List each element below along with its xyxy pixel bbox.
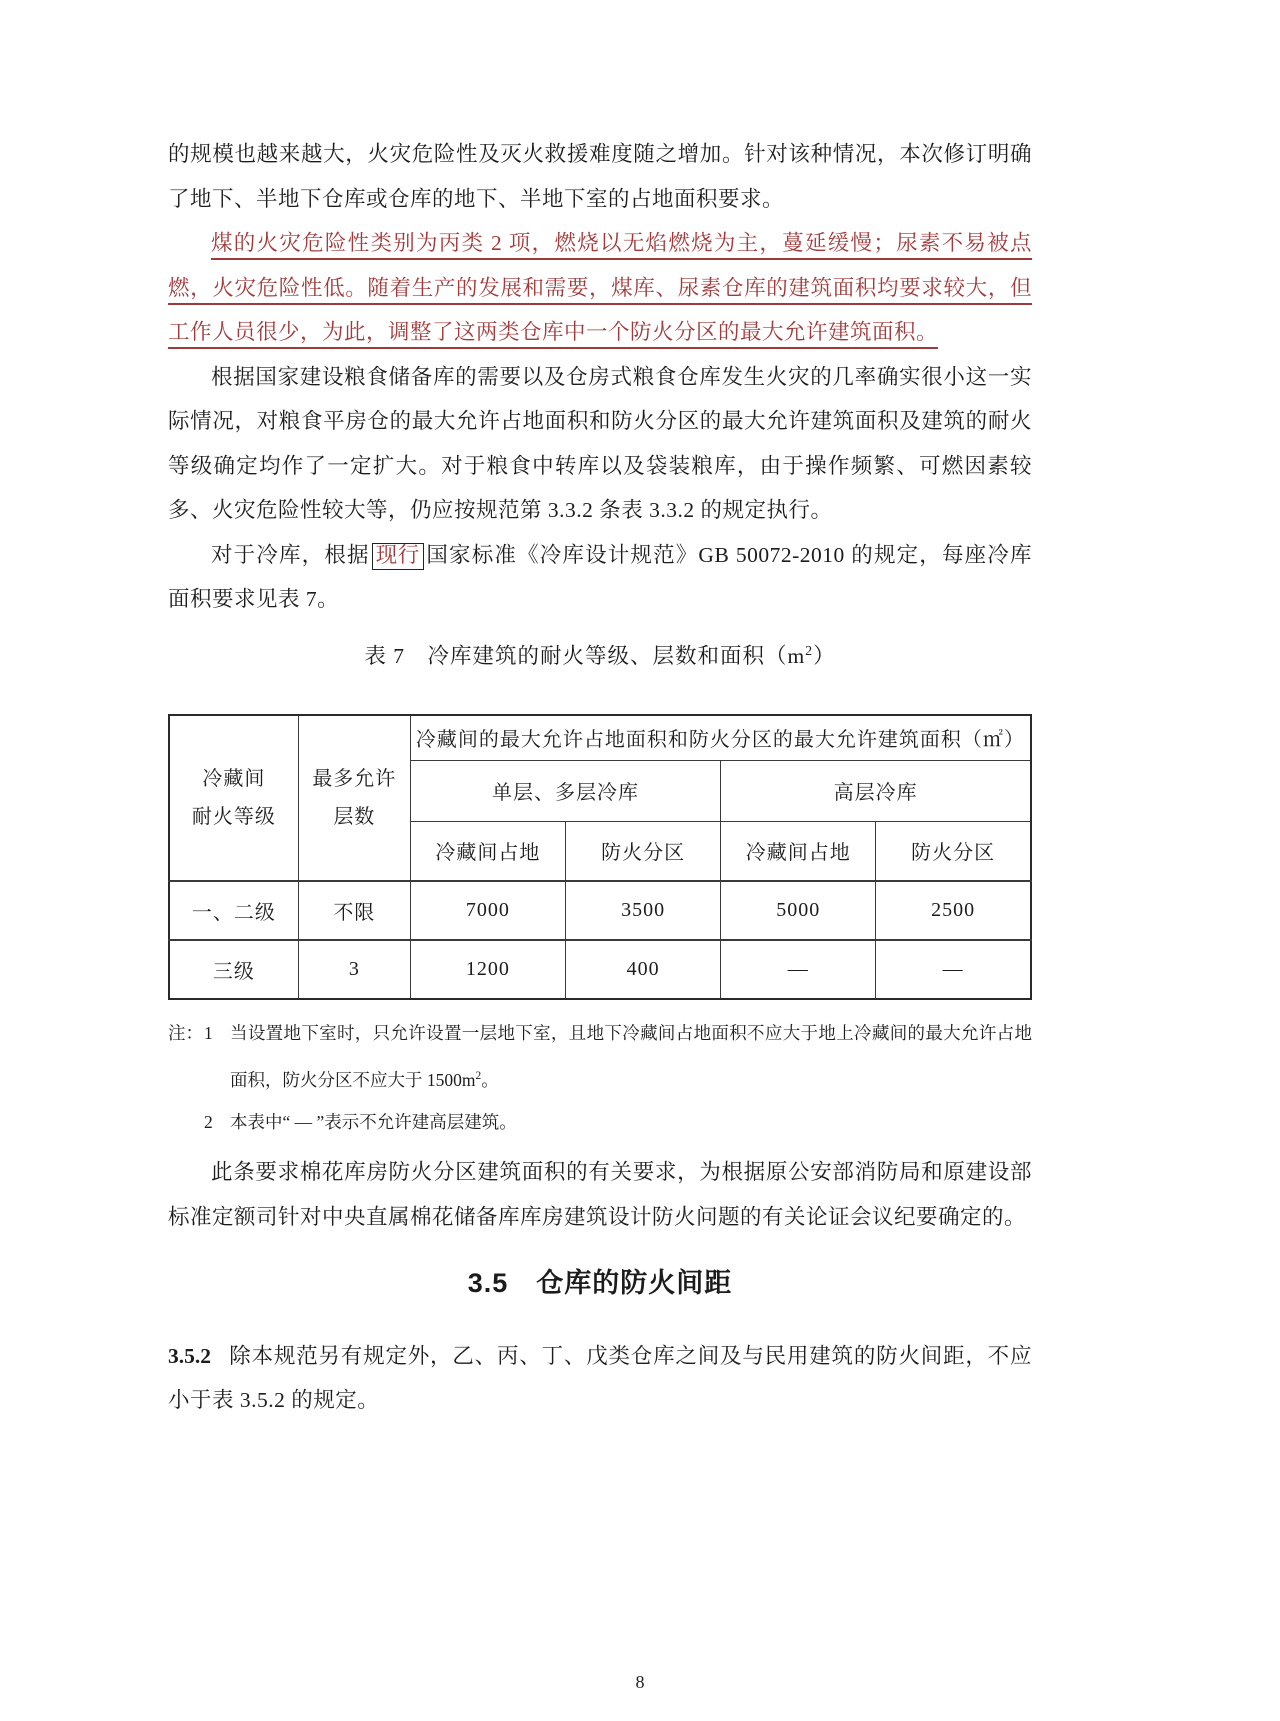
cell-value: 7000 [410,881,565,940]
header-fire-resistance-grade [169,715,298,881]
header-max-storeys-line1: 最多允许 [312,767,397,790]
note-1-text-main: 当设置地下室时，只允许设置一层地下室，且地下冷藏间占地面积不应大于地上冷藏间的最大允许占地面积，防火分区不应大于 1500m [230,1022,1032,1090]
header-footprint-1: 冷藏间占地 [410,821,565,881]
header-max-storeys [298,715,410,881]
cell-value: — [876,940,1031,999]
table-7-cold-storage [168,714,1032,1000]
page-number: 8 [635,1672,645,1692]
cell-storeys: 3 [298,940,410,999]
table-7-title-close: ） [813,643,836,668]
cold-storage-text-before: 对于冷库，根据 [211,542,370,567]
header-high-rise: 高层冷库 [721,760,1031,821]
boxed-term-xianxing: 现行 [372,543,424,571]
cell-value: 1200 [410,940,565,999]
clause-text: 除本规范另有规定外，乙、丙、丁、戊类仓库之间及与民用建筑的防火间距，不应小于表 3.5.2 的规定。 [168,1343,1032,1413]
table-7-title-text: 表 7 冷库建筑的耐火等级、层数和面积（m [364,643,806,668]
paragraph-continuation: 的规模也越来越大，火灾危险性及灭火救援难度随之增加。针对该种情况，本次修订明确了地下、半地下仓库或仓库的地下、半地下室的占地面积要求。 [168,142,1032,211]
paragraph-grain-warehouse: 根据国家建设粮食储备库的需要以及仓房式粮食仓库发生火灾的几率确实很小这一实际情况，对粮食平房仓的最大允许占地面积和防火分区的最大允许建筑面积及建筑的耐火等级确定均作了一定扩大。对于粮食中转库以及袋装粮库，由于操作频繁、可燃因素较多、火灾危险性较大等，仍应按规范第 3.3.2 条表 3.3.2 的规定执行。 [168,364,1032,522]
header-fire-resistance-grade-line1: 冷藏间 [202,767,266,790]
cell-grade: 三级 [169,940,298,999]
clause-3-5-2 [168,1334,1032,1423]
paragraph-cotton-warehouse: 此条要求棉花库房防火分区建筑面积的有关要求，为根据原公安部消防局和原建设部标准定额司针对中央直属棉花储备库库房建筑设计防火问题的有关论证会议纪要确定的。 [168,1160,1032,1229]
header-area-span: 冷藏间的最大允许占地面积和防火分区的最大允许建筑面积（㎡） [410,715,1031,761]
cold-storage-text-after: 国家标准《冷库设计规范》GB 50072-2010 的规定，每座冷库面积要求见表 7。 [168,542,1032,611]
table-note-1 [168,1012,1032,1102]
note-1-text [230,1012,1032,1102]
note-2-text: 本表中“ — ”表示不允许建高层建筑。 [230,1112,517,1133]
cell-value: — [721,940,876,999]
table-header-row-1 [169,715,1031,761]
clause-number: 3.5.2 [168,1343,211,1368]
cell-storeys: 不限 [298,881,410,940]
table-note-2 [168,1101,1032,1144]
header-fire-compartment-1: 防火分区 [566,821,721,881]
note-1-text-end: 。 [481,1069,499,1090]
table-7-title-superscript: 2 [805,643,814,659]
paragraph-cold-storage [168,533,1032,622]
paragraph-revision-note-red: 煤的火灾危险性类别为丙类 2 项，燃烧以无焰燃烧为主，蔓延缓慢；尿素不易被点燃，火灾危险性低。随着生产的发展和需要，煤库、尿素仓库的建筑面积均要求较大，但工作人员很少，为此，调整了这两类仓库中一个防火分区的最大允许建筑面积。 [168,231,1032,344]
cell-value: 2500 [876,881,1031,940]
header-single-multi-storey: 单层、多层冷库 [410,760,720,821]
note-label-spacer [168,1101,204,1144]
page-content [168,132,1032,1423]
header-fire-compartment-2: 防火分区 [876,821,1031,881]
header-fire-resistance-grade-line2: 耐火等级 [191,805,276,828]
table-7-title [168,632,1032,676]
note-2-number: 2 [204,1112,213,1133]
note-label: 注： [168,1022,203,1043]
cell-grade: 一、二级 [169,881,298,940]
table-row-grade-3 [169,940,1031,999]
table-row-grade-1-2 [169,881,1031,940]
note-1-number: 1 [204,1022,213,1043]
section-heading-3-5: 3.5 仓库的防火间距 [467,1268,733,1299]
table-notes [168,1012,1032,1145]
cell-value: 3500 [566,881,721,940]
header-footprint-2: 冷藏间占地 [721,821,876,881]
cell-value: 5000 [721,881,876,940]
note-1-superscript: 2 [475,1069,482,1082]
header-max-storeys-line2: 层数 [333,805,376,828]
cell-value: 400 [566,940,721,999]
